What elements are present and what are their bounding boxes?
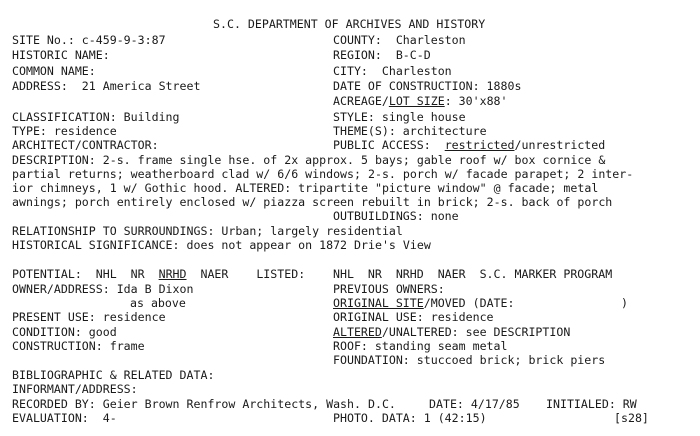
common-name: COMMON NAME: bbox=[12, 64, 96, 78]
acreage-lot-size bbox=[333, 94, 508, 108]
public-access-label: PUBLIC ACCESS: bbox=[333, 138, 445, 152]
condition: CONDITION: good bbox=[12, 325, 117, 339]
lot-size-value: : 30'x88' bbox=[444, 94, 508, 108]
recorded-by: RECORDED BY: Geier Brown Renfrow Architects, Wash. D.C. bbox=[12, 397, 396, 411]
lot-size-label: LOT SIZE bbox=[388, 94, 445, 108]
description-line: ior chimneys, 1 w/ Gothic hood. ALTERED: tripartite "picture window" @ facade; metal bbox=[12, 181, 599, 195]
informant-address: INFORMANT/ADDRESS: bbox=[12, 382, 138, 396]
public-access-unrestricted: /unrestricted bbox=[514, 138, 606, 152]
site-number: SITE No.: c-459-9-3:87 bbox=[12, 33, 166, 47]
potential-label: POTENTIAL: NHL NR bbox=[12, 267, 159, 281]
altered bbox=[333, 325, 570, 339]
moved-date-label: /MOVED (DATE: bbox=[423, 296, 515, 310]
style: STYLE: single house bbox=[333, 110, 466, 124]
type: TYPE: residence bbox=[12, 124, 117, 138]
description-line: DESCRIPTION: 2-s. frame single hse. of 2x approx. 5 bays; gable roof w/ box cornice & bbox=[12, 153, 606, 167]
historical-significance: HISTORICAL SIGNIFICANCE: does not appear on 1872 Drie's View bbox=[12, 238, 431, 252]
relationship-to-surroundings: RELATIONSHIP TO SURROUNDINGS: Urban; largely residential bbox=[12, 224, 403, 238]
initialed: INITIALED: RW bbox=[546, 397, 637, 411]
foundation: FOUNDATION: stuccoed brick; brick piers bbox=[333, 353, 606, 367]
original-site bbox=[333, 296, 515, 310]
region: REGION: B-C-D bbox=[333, 48, 431, 62]
card-title: S.C. DEPARTMENT OF ARCHIVES AND HISTORY bbox=[213, 17, 486, 31]
roof: ROOF: standing seam metal bbox=[333, 339, 508, 353]
evaluation: EVALUATION: 4- bbox=[12, 411, 117, 425]
unaltered-label: /UNALTERED: see DESCRIPTION bbox=[381, 325, 571, 339]
record-date: DATE: 4/17/85 bbox=[429, 397, 520, 411]
county: COUNTY: Charleston bbox=[333, 33, 466, 47]
photo-data: PHOTO. DATA: 1 (42:15) bbox=[333, 411, 487, 425]
description-line: partial returns; weatherboard clad w/ 6/6 windows; 2-s. porch w/ facade parapet; 2 inter- bbox=[12, 167, 634, 181]
photo-reference: [s28] bbox=[614, 411, 649, 425]
description-line: awnings; porch entirely enclosed w/ piazza screen rebuilt in brick; 2-s. back of porch bbox=[12, 195, 613, 209]
construction: CONSTRUCTION: frame bbox=[12, 339, 145, 353]
date-of-construction: DATE OF CONSTRUCTION: 1880s bbox=[333, 79, 522, 93]
altered-label: ALTERED bbox=[333, 325, 382, 339]
historic-name: HISTORIC NAME: bbox=[12, 48, 110, 62]
architect-contractor: ARCHITECT/CONTRACTOR: bbox=[12, 138, 159, 152]
potential-rest: NAER LISTED: bbox=[186, 267, 306, 281]
potential-nrhd: NRHD bbox=[158, 267, 187, 281]
classification: CLASSIFICATION: Building bbox=[12, 110, 180, 124]
city: CITY: Charleston bbox=[333, 64, 452, 78]
outbuildings: OUTBUILDINGS: none bbox=[333, 209, 459, 223]
potential bbox=[12, 267, 305, 281]
original-use: ORIGINAL USE: residence bbox=[333, 310, 494, 324]
bibliographic-data: BIBLIOGRAPHIC & RELATED DATA: bbox=[12, 368, 215, 382]
owner-address-cont: as above bbox=[130, 296, 186, 310]
listed-options: NHL NR NRHD NAER S.C. MARKER PROGRAM bbox=[333, 267, 613, 281]
public-access-restricted: restricted bbox=[444, 138, 515, 152]
themes: THEME(S): architecture bbox=[333, 124, 487, 138]
moved-date-close: ) bbox=[621, 296, 628, 310]
owner-address: OWNER/ADDRESS: Ida B Dixon bbox=[12, 282, 194, 296]
present-use: PRESENT USE: residence bbox=[12, 310, 166, 324]
public-access bbox=[333, 138, 605, 152]
previous-owners: PREVIOUS OWNERS: bbox=[333, 282, 445, 296]
address: ADDRESS: 21 America Street bbox=[12, 79, 201, 93]
original-site-label: ORIGINAL SITE bbox=[333, 296, 424, 310]
acreage-label: ACREAGE/ bbox=[333, 94, 389, 108]
